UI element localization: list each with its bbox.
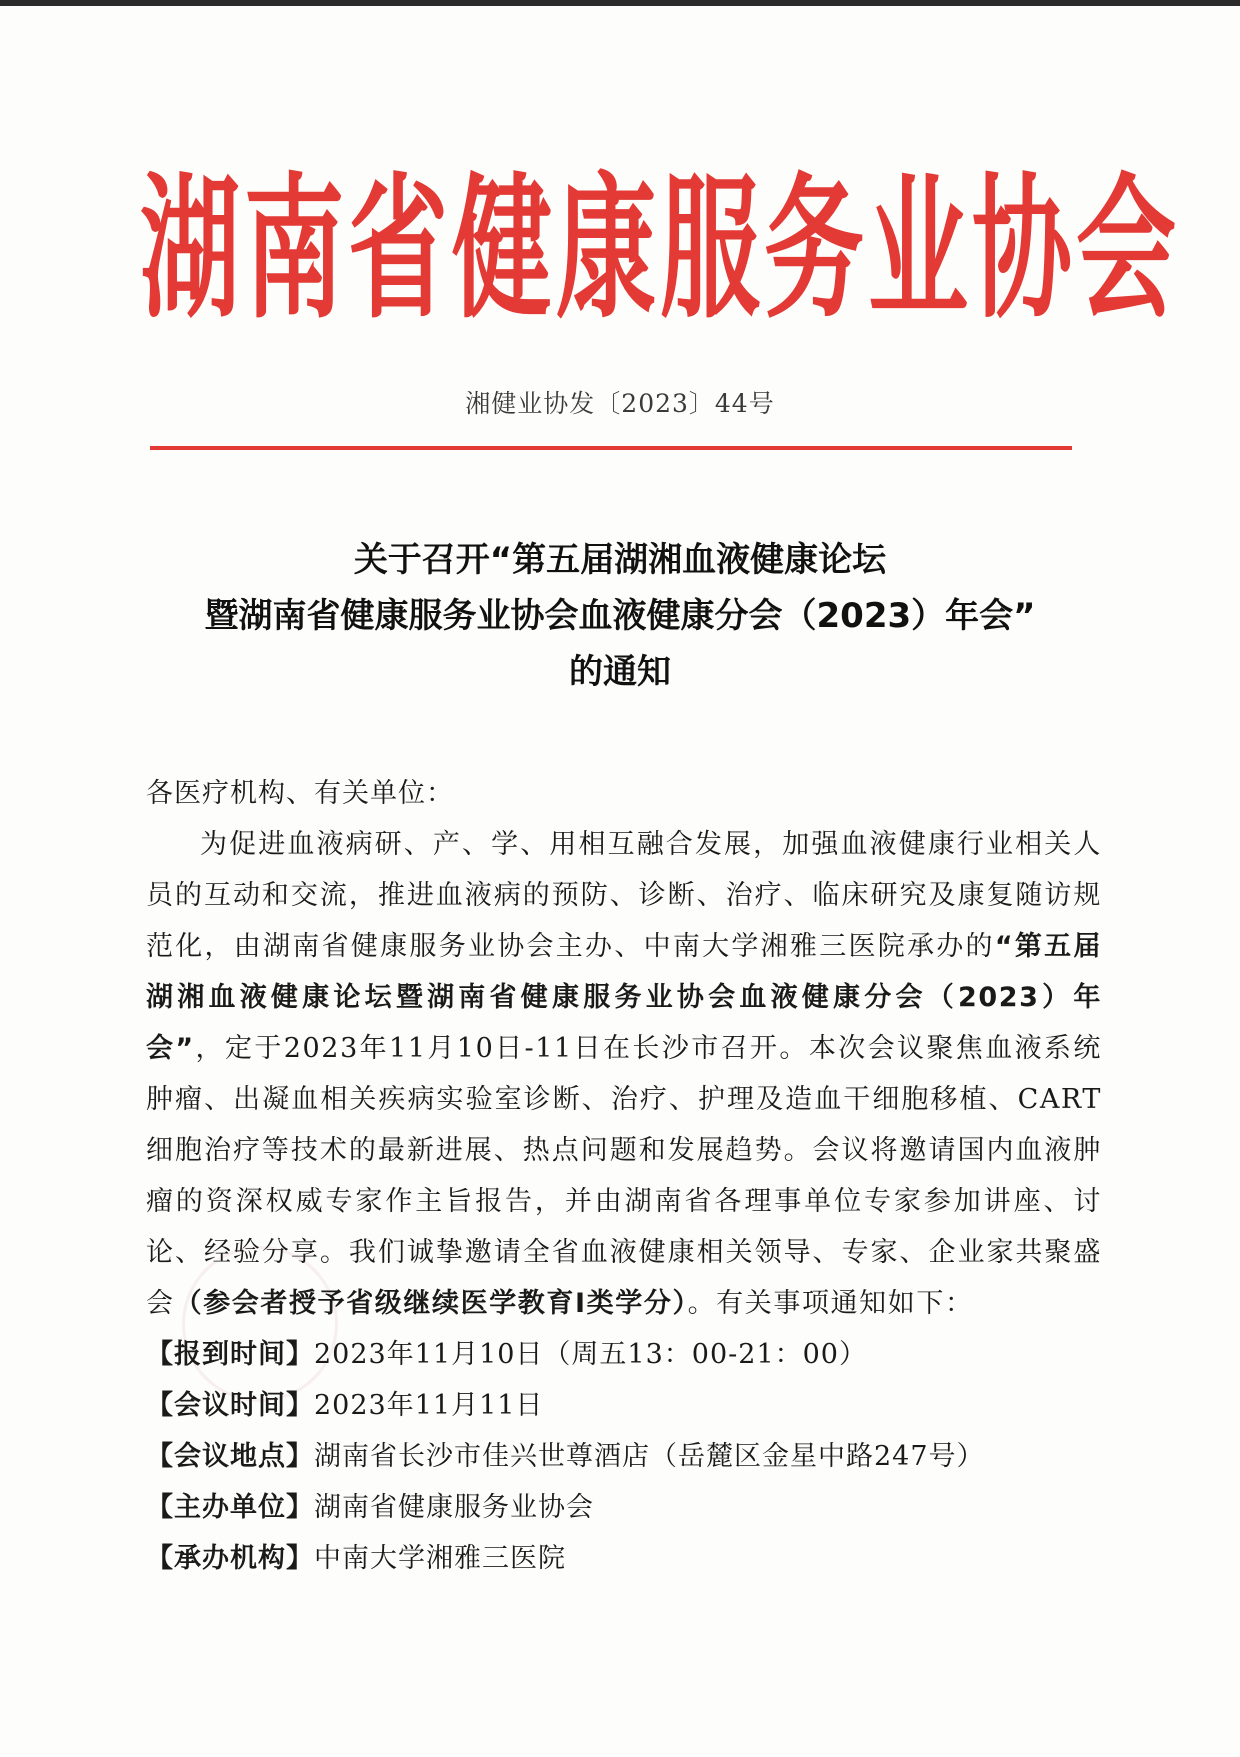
detail-value: 湖南省健康服务业协会	[314, 1492, 594, 1523]
paragraph-intro: 为促进血液病研、产、学、用相互融合发展，加强血液健康行业相关人员的互动和交流，推进血液病的预防、诊断、治疗、临床研究及康复随访规范化，由湖南省健康服务业协会主办、中南大学湘雅三医院承办的	[146, 829, 1102, 962]
title-line-1: 关于召开“第五届湖湘血液健康论坛	[353, 540, 887, 580]
main-paragraph	[146, 819, 1102, 1329]
detail-row-venue	[146, 1431, 1102, 1482]
paragraph-details: ，定于2023年11月10日-11日在长沙市召开。本次会议聚焦血液系统肿瘤、出凝血相关疾病实验室诊断、治疗、护理及造血干细胞移植、CART细胞治疗等技术的最新进展、热点问题和发展趋势。会议将邀请国内血液肿瘤的资深权威专家作主旨报告，并由湖南省各理事单位专家参加讲座、讨论、经验分享。我们诚挚邀请全省血液健康相关领导、专家、企业家共聚盛会	[146, 1033, 1102, 1319]
detail-row-organizer	[146, 1482, 1102, 1533]
detail-row-checkin	[146, 1329, 1102, 1380]
title-line-3: 的通知	[569, 652, 671, 692]
title-line-2: 暨湖南省健康服务业协会血液健康分会（2023）年会”	[204, 596, 1036, 636]
detail-row-meeting-time	[146, 1380, 1102, 1431]
detail-value: 湖南省长沙市佳兴世尊酒店（岳麓区金星中路247号）	[314, 1441, 985, 1472]
document-number: 湘健业协发〔2023〕44号	[465, 389, 775, 418]
detail-value: 2023年11月11日	[314, 1390, 544, 1421]
detail-label: 【会议时间】	[146, 1390, 314, 1421]
notice-body	[146, 768, 1102, 1584]
detail-value: 2023年11月10日（周五13：00-21：00）	[314, 1339, 867, 1370]
scan-top-edge	[0, 0, 1240, 6]
paragraph-closing: 。有关事项通知如下：	[687, 1288, 974, 1319]
detail-row-host	[146, 1533, 1102, 1584]
event-name: “第五届湖湘血液健康论坛暨湖南省健康服务业协会血液健康分会（2023）年会”	[146, 931, 1102, 1064]
detail-label: 【主办单位】	[146, 1492, 314, 1523]
salutation: 各医疗机构、有关单位：	[146, 778, 454, 809]
detail-label: 【承办机构】	[146, 1543, 314, 1574]
detail-label: 【会议地点】	[146, 1441, 314, 1472]
red-divider-line	[150, 446, 1072, 450]
credit-note: （参会者授予省级继续医学教育Ⅰ类学分）	[174, 1288, 688, 1319]
organization-masthead: 湖南省健康服务业协会	[140, 158, 1180, 340]
detail-label: 【报到时间】	[146, 1339, 314, 1370]
detail-value: 中南大学湘雅三医院	[314, 1543, 566, 1574]
notice-title	[100, 532, 1140, 700]
